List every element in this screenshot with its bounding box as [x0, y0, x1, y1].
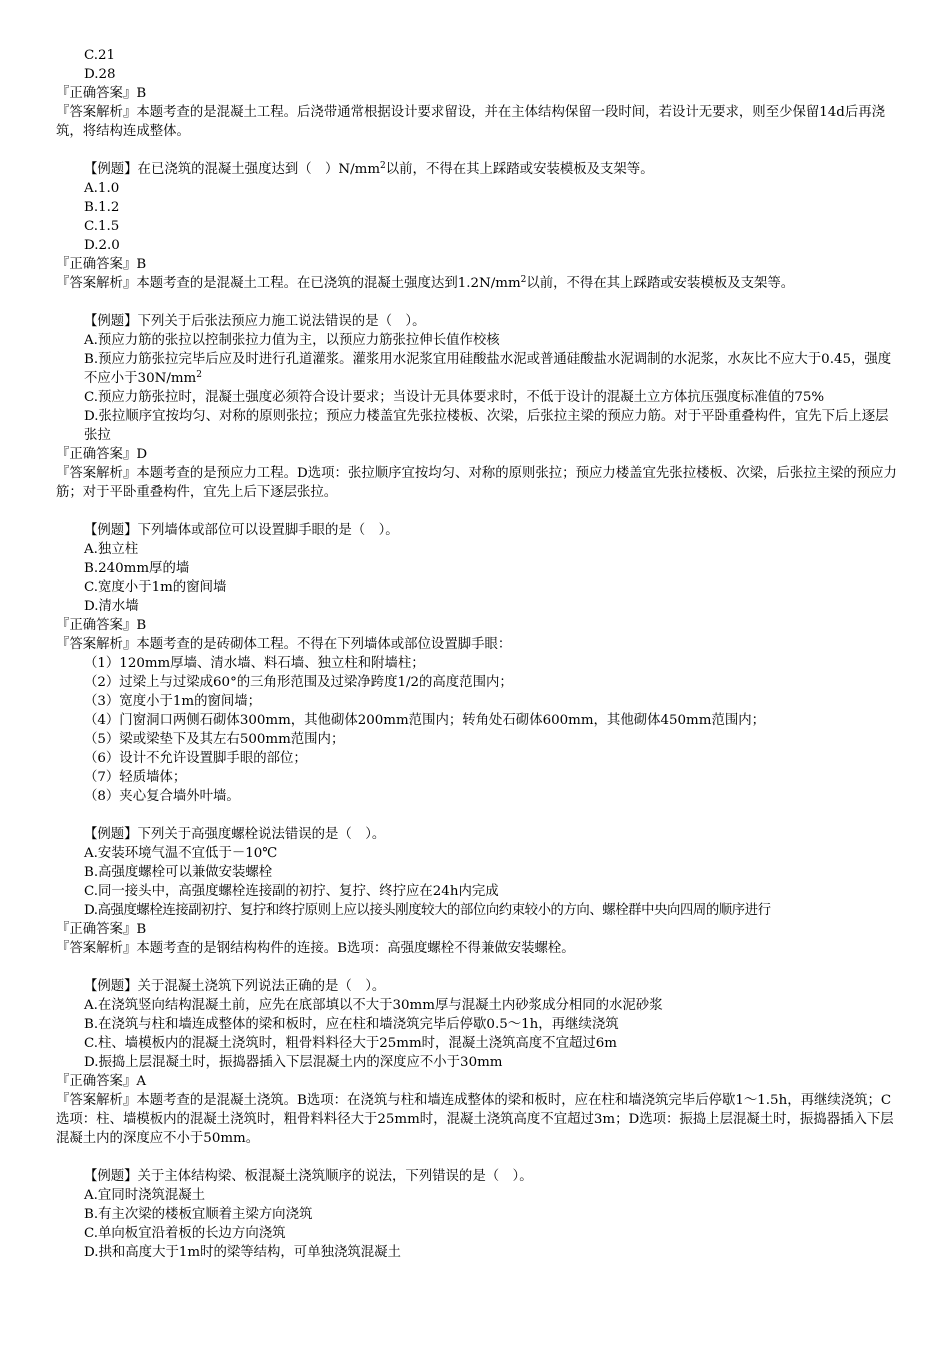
spacer [56, 293, 898, 312]
option-d: D.拱和高度大于1m时的梁等结构，可单独浇筑混凝土 [84, 1245, 401, 1260]
stem-text: 【例题】在已浇筑的混凝土强度达到（ ）N/mm [84, 162, 381, 177]
option-b: B.有主次梁的楼板宜顺着主梁方向浇筑 [84, 1207, 313, 1222]
list-item: （8）夹心复合墙外叶墙。 [84, 789, 240, 804]
superscript: 2 [380, 161, 386, 171]
answer-analysis: 『答案解析』本题考查的是钢结构构件的连接。B选项：高强度螺栓不得兼做安装螺栓。 [56, 941, 575, 956]
list-item: （1）120mm厚墙、清水墙、料石墙、独立柱和附墙柱； [84, 656, 425, 671]
option-a: A.在浇筑竖向结构混凝土前，应先在底部填以不大于30mm厚与混凝土内砂浆成分相同的水泥砂浆 [84, 998, 663, 1013]
option-b: B.在浇筑与柱和墙连成整体的梁和板时，应在柱和墙浇筑完毕后停歇0.5～1h，再继续浇筑 [84, 1017, 619, 1032]
option-c: C.宽度小于1m的窗间墙 [84, 580, 227, 595]
option-d: D.振捣上层混凝土时，振捣器插入下层混凝土内的深度应不小于30mm [84, 1055, 503, 1070]
option-d: D.高强度螺栓连接副初拧、复拧和终拧原则上应以接头刚度较大的部位向约束较小的方向、螺栓群中央向四周的顺序进行 [84, 903, 771, 918]
option-b [56, 350, 898, 388]
stem-text-tail: 以前，不得在其上踩踏或安装模板及支架等。 [385, 162, 654, 177]
correct-answer: 『正确答案』B [56, 86, 147, 101]
question-stem: 【例题】下列关于后张法预应力施工说法错误的是（ ）。 [84, 314, 426, 329]
analysis-text-tail: 以前，不得在其上踩踏或安装模板及支架等。 [526, 276, 795, 291]
option-a: A.独立柱 [84, 542, 139, 557]
option-c: C.预应力筋张拉时，混凝土强度必须符合设计要求；当设计无具体要求时，不低于设计的混凝土立方体抗压强度标准值的75% [84, 390, 825, 405]
answer-analysis: 『答案解析』本题考查的是混凝土浇筑。B选项：在浇筑与柱和墙连成整体的梁和板时，应在柱和墙浇筑完毕后停歇1～1.5h，再继续浇筑；C选项：柱、墙模板内的混凝土浇筑时，粗骨料料径大于25mm时，混凝土浇筑高度不宜超过3m；D选项：振捣上层混凝土时，振捣器插入下层混凝土内的深度应不小于50mm。 [56, 1093, 894, 1146]
option-b-text: B.预应力筋张拉完毕后应及时进行孔道灌浆。灌浆用水泥浆宜用硅酸盐水泥或普通硅酸盐水泥调制的水泥浆，水灰比不应大于0.45，强度不应小于30N/mm [84, 352, 892, 386]
spacer [56, 141, 898, 160]
option-c: C.21 [84, 48, 116, 63]
answer-analysis: 『答案解析』本题考查的是预应力工程。D选项：张拉顺序宜按均匀、对称的原则张拉；预应力楼盖宜先张拉楼板、次梁，后张拉主梁的预应力筋；对于平卧重叠构件，宜先上后下逐层张拉。 [56, 466, 897, 500]
correct-answer: 『正确答案』B [56, 257, 147, 272]
correct-answer: 『正确答案』B [56, 922, 147, 937]
document-page [56, 46, 898, 1262]
spacer [56, 958, 898, 977]
option-c: C.1.5 [84, 219, 120, 234]
question-stem: 【例题】关于混凝土浇筑下列说法正确的是（ ）。 [84, 979, 386, 994]
option-d: D.清水墙 [84, 599, 139, 614]
answer-analysis: 『答案解析』本题考查的是混凝土工程。后浇带通常根据设计要求留设，并在主体结构保留一段时间，若设计无要求，则至少保留14d后再浇筑，将结构连成整体。 [56, 105, 886, 139]
answer-analysis [56, 274, 898, 293]
spacer [56, 806, 898, 825]
question-stem: 【例题】下列关于高强度螺栓说法错误的是（ ）。 [84, 827, 386, 842]
correct-answer: 『正确答案』A [56, 1074, 147, 1089]
option-a: A.宜同时浇筑混凝土 [84, 1188, 206, 1203]
list-item: （7）轻质墙体； [84, 770, 187, 785]
spacer [56, 1148, 898, 1167]
spacer [56, 502, 898, 521]
option-c: C.单向板宜沿着板的长边方向浇筑 [84, 1226, 286, 1241]
list-item: （6）设计不允许设置脚手眼的部位； [84, 751, 307, 766]
superscript: 2 [520, 275, 527, 285]
question-stem [56, 160, 898, 179]
list-item: （2）过梁上与过梁成60°的三角形范围及过梁净跨度1/2的高度范围内； [84, 675, 513, 690]
list-item: （4）门窗洞口两侧石砌体300mm，其他砌体200mm范围内；转角处石砌体600mm，其他砌体450mm范围内； [84, 713, 766, 728]
option-c: C.柱、墙模板内的混凝土浇筑时，粗骨料料径大于25mm时，混凝土浇筑高度不宜超过6m [84, 1036, 617, 1051]
option-d: D.28 [84, 67, 116, 82]
option-b: B.高强度螺栓可以兼做安装螺栓 [84, 865, 273, 880]
option-a: A.安装环境气温不宜低于－10℃ [84, 846, 278, 861]
option-d: D.张拉顺序宜按均匀、对称的原则张拉；预应力楼盖宜先张拉楼板、次梁，后张拉主梁的预应力筋。对于平卧重叠构件，宜先下后上逐层张拉 [84, 409, 889, 443]
list-item: （3）宽度小于1m的窗间墙； [84, 694, 262, 709]
list-item: （5）梁或梁垫下及其左右500mm范围内； [84, 732, 345, 747]
option-c: C.同一接头中，高强度螺栓连接副的初拧、复拧、终拧应在24h内完成 [84, 884, 499, 899]
option-b: B.240mm厚的墙 [84, 561, 190, 576]
option-a: A.1.0 [84, 181, 120, 196]
option-b: B.1.2 [84, 200, 120, 215]
option-d: D.2.0 [84, 238, 120, 253]
question-stem: 【例题】下列墙体或部位可以设置脚手眼的是（ ）。 [84, 523, 399, 538]
correct-answer: 『正确答案』B [56, 618, 147, 633]
analysis-text: 『答案解析』本题考查的是混凝土工程。在已浇筑的混凝土强度达到1.2N/mm [56, 276, 521, 291]
correct-answer: 『正确答案』D [56, 447, 148, 462]
option-a: A.预应力筋的张拉以控制张拉力值为主，以预应力筋张拉伸长值作校核 [84, 333, 500, 348]
answer-analysis: 『答案解析』本题考查的是砖砌体工程。不得在下列墙体或部位设置脚手眼： [56, 637, 512, 652]
superscript: 2 [196, 370, 202, 380]
question-stem: 【例题】关于主体结构梁、板混凝土浇筑顺序的说法，下列错误的是（ ）。 [84, 1169, 533, 1184]
